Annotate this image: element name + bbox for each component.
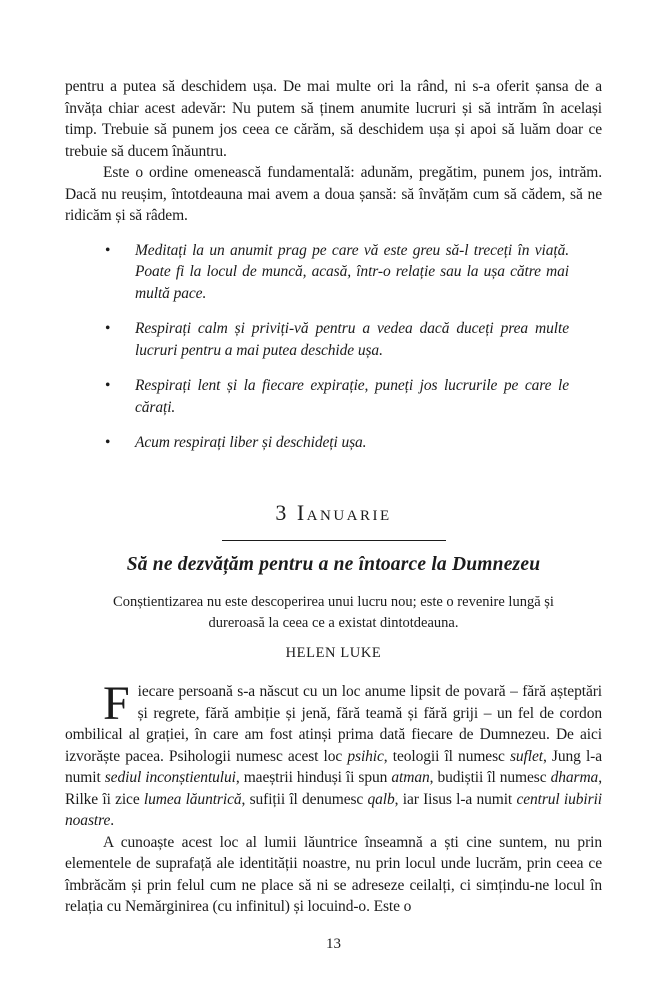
bullet-icon: • xyxy=(105,434,111,451)
bullet-text: Acum respirați liber și deschideți ușa. xyxy=(135,434,367,451)
section-heading: 3 Ianuarie xyxy=(275,499,392,525)
bullet-text: Meditați la un anumit prag pe care vă este greu să-l treceți în viață. Poate fi la locul de muncă, acasă, într-o relație sau la ușa către mai multă pace. xyxy=(135,241,569,302)
paragraph: Este o ordine omenească fundamentală: adunăm, pregătim, punem jos, intrăm. Dacă nu reușim, întotdeauna mai avem a doua șansă: să învățăm cum să cădem, să ne ridicăm și să râdem. xyxy=(65,164,602,224)
bullet-list xyxy=(105,240,602,454)
bullet-text: Respirați lent și la fiecare expirație, puneți jos lucrurile pe care le cărați. xyxy=(135,377,569,416)
list-item xyxy=(105,318,569,361)
section-subtitle: Să ne dezvățăm pentru a ne întoarce la Dumnezeu xyxy=(126,554,541,576)
body-paragraph-text: iecare persoană s-a născut cu un loc anume lipsit de povară – fără așteptări și regrete, fără ambiție și jenă, fără teamă și fără griji – un fel de cordon ombilical al grației, în care am fost atinși prima dată fiecare de Dumnezeu. De aici izvorăște pacea. Psihologii numesc acest loc psihic, teologii îl numesc suflet, Jung l-a numit sediul inconștientului, maeștrii hinduși îi spun atman, budiștii îl numesc dharma, Rilke îi zice lumea lăuntrică, sufiții îl denumesc qalb, iar Iisus l-a numit centrul iubirii noastre. xyxy=(65,683,602,830)
list-item xyxy=(105,240,569,305)
bullet-icon: • xyxy=(105,320,111,337)
paragraph-continuation: pentru a putea să deschidem ușa. De mai multe ori la rând, ni s-a oferit șansa de a învăța chiar acest adevăr: Nu putem să ținem anumite lucruri și să intrăm în același timp. Trebuie să punem jos ceea ce cărăm, să deschidem ușa și apoi să luăm doar ce trebuie să ducem înăuntru. xyxy=(65,78,602,160)
heading-divider xyxy=(222,540,446,541)
list-item xyxy=(105,432,569,454)
body-paragraph xyxy=(65,677,602,832)
page-number: 13 xyxy=(326,936,341,952)
body-paragraph: A cunoaște acest loc al lumii lăuntrice înseamnă a ști cine suntem, nu prin elementele de suprafață ale identității noastre, nu prin locul unde lucrăm, prin ceea ce îmbrăcăm și prin felul cum ne place să ni se adreseze ceilalți, ci simțindu-ne locul în relația cu Nemărginirea (cu infinitul) și locuind-o. Este o xyxy=(65,833,602,916)
bullet-text: Respirați calm și priviți-vă pentru a vedea dacă duceți prea multe lucruri pentru a mai putea deschide ușa. xyxy=(135,320,569,359)
body-text xyxy=(65,677,602,918)
epigraph-attribution: HELEN LUKE xyxy=(285,645,382,662)
list-item xyxy=(105,375,569,418)
bullet-icon: • xyxy=(105,377,111,394)
epigraph-quote: Conștientizarea nu este descoperirea unui lucru nou; este o revenire lungă și dureroasă la ceea ce a existat dintotdeauna. xyxy=(113,594,554,631)
drop-cap: F xyxy=(103,677,130,731)
bullet-icon: • xyxy=(105,241,111,259)
